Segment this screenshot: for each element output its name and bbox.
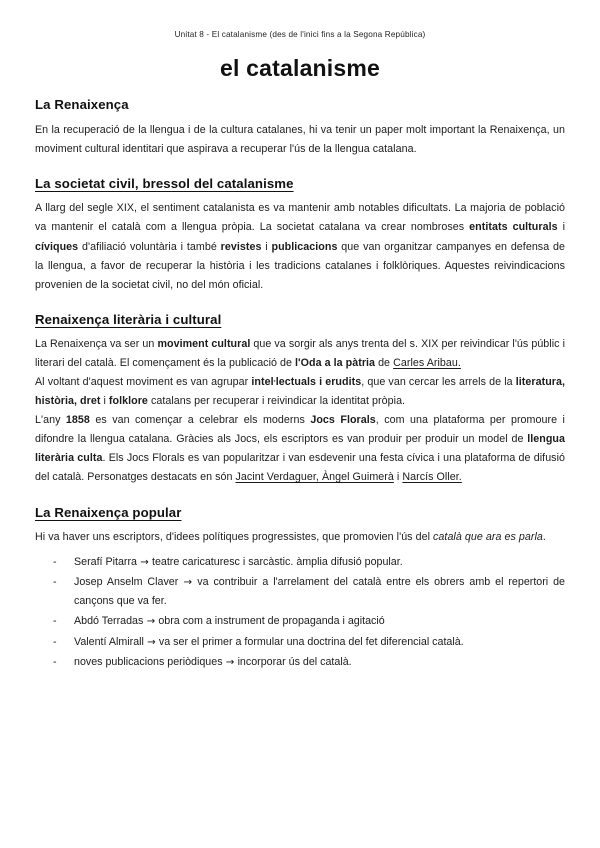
text-run: L'any [35, 414, 66, 427]
text-run: i [261, 240, 272, 253]
text-run: i [100, 395, 109, 408]
text-run-bold: publicacions [271, 240, 338, 253]
running-head: Unitat 8 - El catalanisme (des de l'inici fins a la Segona República) [174, 30, 426, 39]
text-run-underline: Jacint Verdaguer, Àngel Guimerà [235, 471, 394, 484]
text-run-bold: entitats culturals [469, 221, 558, 234]
right-arrow-icon: → [136, 557, 152, 569]
list-item-name: Valentí Almirall [74, 635, 144, 648]
list-item-name: Serafí Pitarra [74, 556, 137, 569]
bullet-list [35, 553, 565, 672]
section-heading: La societat civil, bressol del catalanisme [35, 175, 294, 191]
list-item-name: Josep Anselm Claver [74, 576, 179, 589]
section-heading: La Renaixença popular [35, 504, 182, 520]
text-run-bold: inteŀlectuals i erudits [251, 376, 362, 389]
text-run-bold: Jocs Florals [310, 414, 376, 427]
text-run: , com una plataforma per promoure i difondre la llengua catalana. Gràcies als Jocs, els escriptors es van produir per produir un model de [35, 414, 565, 446]
list-bullet-dash: - [53, 556, 57, 569]
text-run-bold: l'Oda a la pàtria [295, 357, 376, 370]
list-item [53, 612, 565, 631]
list-item-text: va contribuir a l'arrelament del català entre els obrers amb el repertori de cançons que va fer. [74, 576, 565, 608]
right-arrow-icon: → [143, 636, 159, 648]
list-bullet-dash: - [53, 576, 57, 589]
list-bullet-dash: - [53, 655, 57, 668]
text-run-bold: literatura, història, dret [35, 376, 565, 408]
document-body [35, 81, 565, 672]
text-run-italic: català que ara es parla [433, 531, 543, 544]
paragraph [35, 411, 565, 487]
text-run-underline: Carles Aribau. [393, 357, 461, 370]
text-run: de [375, 357, 394, 370]
text-run-bold: 1858 [65, 414, 90, 427]
list-item-text: incorporar ús del català. [237, 655, 352, 668]
text-run: catalans per recuperar i reivindicar la identitat pròpia. [147, 395, 406, 408]
text-run-bold: moviment cultural [157, 338, 251, 351]
list-item-text: obra com a instrument de propaganda i agitació [158, 615, 385, 628]
paragraph [35, 121, 565, 159]
text-run: En la recuperació de la llengua i de la cultura catalanes, hi va tenir un paper molt important la Renaixença, un moviment cultural identitari que aspirava a recuperar l'ús de la llengua catalana. [35, 123, 565, 155]
text-run: Hi va haver uns escriptors, d'idees polítiques progressistes, que promovien l'ús del [35, 531, 434, 544]
text-run: , que van cercar les arrels de la [361, 376, 516, 389]
text-run: A llarg del segle XIX, el sentiment catalanista es va mantenir amb notables dificultats. La majoria de població va mantenir el català com a llengua pròpia. La societat catalana va crear nombroses [35, 202, 565, 234]
text-run: que van organitzar campanyes en defensa de la llengua, a favor de recuperar la història i les tradicions catalanes i folklòriques. Aquestes reivindicacions provenien de la societat civil, no del món oficial. [35, 240, 565, 291]
text-run: . [542, 531, 546, 544]
text-run: i [557, 221, 566, 234]
list-item [53, 653, 565, 672]
text-run: . Els Jocs Florals es van popularitzar i van esdevenir una festa cívica i una plataforma de difusió del català. Personatges destacats en són [35, 452, 565, 484]
text-run-bold: cíviques [35, 240, 79, 253]
right-arrow-icon: → [143, 616, 159, 628]
paragraph [35, 199, 565, 294]
section-heading: Renaixença literària i cultural [35, 311, 222, 327]
list-item [53, 633, 565, 652]
list-item-text: teatre caricaturesc i sarcàstic. àmplia difusió popular. [151, 556, 403, 569]
list-item-name: noves publicacions periòdiques [74, 655, 223, 668]
paragraph [35, 373, 565, 411]
text-run: i [393, 471, 403, 484]
list-bullet-dash: - [53, 615, 57, 628]
paragraph [35, 528, 565, 547]
list-bullet-dash: - [53, 635, 57, 648]
paragraph [35, 335, 565, 373]
section-heading: La Renaixença [35, 97, 129, 113]
text-run-bold: folklore [108, 395, 148, 408]
list-item-text: va ser el primer a formular una doctrina del fet diferencial català. [158, 635, 464, 648]
page-title: el catalanisme [219, 55, 381, 82]
right-arrow-icon: → [222, 656, 238, 668]
list-item [53, 573, 565, 611]
right-arrow-icon: → [178, 577, 198, 589]
text-run: que va sorgir als anys trenta del s. XIX per reivindicar l'ús públic i literari del català. El començament és la publicació de [35, 338, 566, 370]
text-run-bold: llengua literària culta [35, 433, 565, 465]
text-run-bold: revistes [220, 240, 262, 253]
text-run: La Renaixença va ser un [35, 338, 158, 351]
text-run: d'afiliació voluntària i també [78, 240, 221, 253]
text-run: Al voltant d'aquest moviment es van agrupar [35, 376, 252, 389]
list-item [53, 553, 565, 572]
text-run: es van començar a celebrar els moderns [89, 414, 311, 427]
list-item-name: Abdó Terradas [74, 615, 144, 628]
text-run-underline: Narcís Oller. [402, 471, 462, 484]
